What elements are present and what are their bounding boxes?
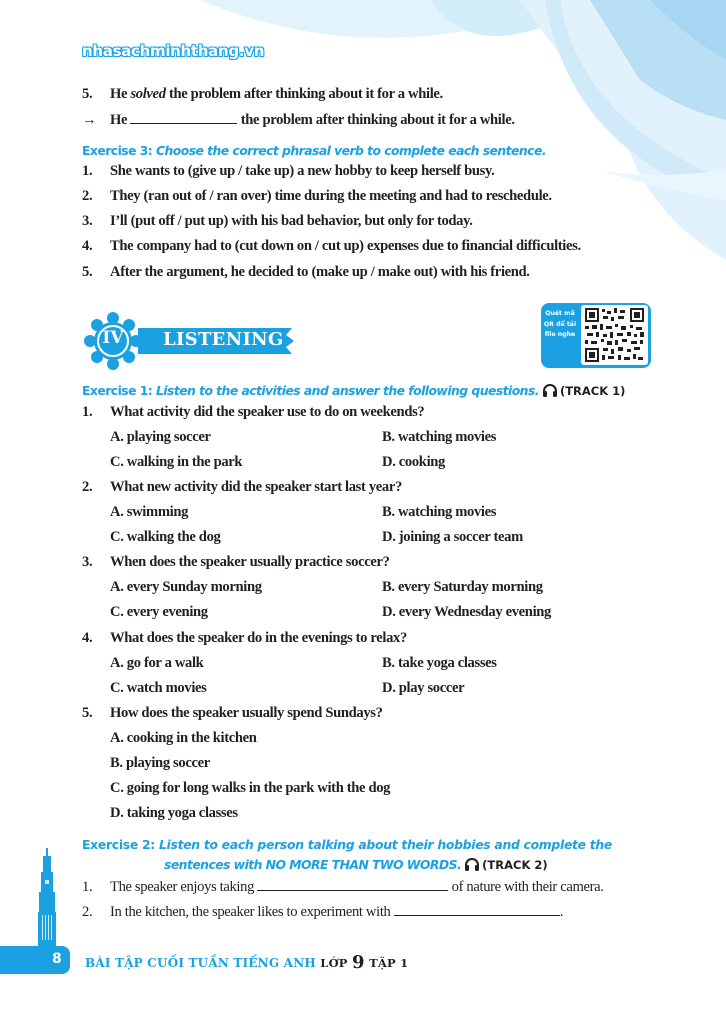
question-number: 3. (82, 554, 93, 570)
exercise-2-heading-line-2 (164, 857, 548, 875)
answer-option[interactable]: B. every Saturday morning (382, 579, 543, 595)
exercise-3-item (82, 238, 581, 255)
choice-options[interactable]: (ran out of / ran over) (143, 188, 272, 204)
answer-option[interactable]: A. swimming (110, 504, 189, 520)
item-number: 2. (82, 188, 93, 204)
item-number: 4. (82, 238, 93, 254)
answer-option[interactable]: B. watching movies (382, 504, 497, 520)
qr-code[interactable] (581, 305, 648, 365)
question-text: What new activity did the speaker start last year? (110, 479, 402, 495)
question (82, 404, 424, 421)
exercise-3-heading (82, 143, 546, 158)
answer-option[interactable]: D. joining a soccer team (382, 529, 523, 545)
item-text: time during the meeting and had to reschedule. (274, 188, 552, 204)
question-text: How does the speaker usually spend Sundays? (110, 705, 383, 721)
track-label: (TRACK 1) (559, 384, 626, 398)
item-text: . (559, 904, 564, 920)
item-number: 1. (82, 163, 93, 179)
question-text: What does the speaker do in the evenings to relax? (110, 630, 407, 646)
answer-text: the problem after thinking about it for a while. (240, 112, 515, 128)
exercise-instruction: Choose the correct phrasal verb to complete each sentence. (155, 143, 546, 158)
choice-options[interactable]: (give up / take up) (187, 163, 294, 179)
question (82, 479, 402, 496)
answer-option[interactable]: A. cooking in the kitchen (110, 730, 257, 746)
item-text: In the kitchen, the speaker likes to experiment with (110, 904, 391, 920)
exercise-label: Exercise 2: (82, 837, 155, 852)
item-text: expenses due to financial difficulties. (367, 238, 581, 254)
section-title: LISTENING (163, 329, 284, 350)
exercise-3-item (82, 264, 530, 281)
section-numeral: IV (102, 328, 124, 348)
question-number: 2. (82, 479, 93, 495)
choice-options[interactable]: (cut down on / cut up) (234, 238, 364, 254)
headphones-icon[interactable] (464, 857, 480, 875)
answer-option[interactable]: C. watch movies (110, 680, 207, 696)
page-number: 8 (52, 951, 62, 967)
book-title-main: BÀI TẬP CUỐI TUẦN TIẾNG ANH (85, 956, 316, 970)
qr-caption: Quét mã QR để tải file nghe (543, 310, 577, 338)
question-text: What activity did the speaker use to do on weekends? (110, 404, 425, 420)
item-number: 3. (82, 213, 93, 229)
rewrite-item-5 (82, 86, 443, 103)
choice-options[interactable]: (put off / put up) (130, 213, 229, 229)
emphasis-word: solved (130, 86, 166, 102)
answer-option[interactable]: B. take yoga classes (382, 655, 497, 671)
answer-option[interactable]: C. every evening (110, 604, 208, 620)
item-text: a new hobby to keep herself busy. (297, 163, 495, 179)
answer-blank[interactable] (257, 878, 448, 891)
book-title (85, 952, 408, 973)
item-text: I’ll (110, 213, 128, 229)
grade-number: 9 (352, 952, 365, 973)
answer-option[interactable]: A. every Sunday morning (110, 579, 262, 595)
exercise-label: Exercise 1: (82, 383, 153, 398)
rewrite-answer (82, 111, 515, 129)
item-text: of nature with their camera. (451, 879, 604, 895)
answer-option[interactable]: C. walking in the park (110, 454, 243, 470)
question (82, 554, 390, 571)
answer-text: He (110, 112, 128, 128)
answer-option[interactable]: A. playing soccer (110, 429, 211, 445)
exercise-3-item (82, 213, 473, 230)
exercise-1-heading (82, 383, 625, 401)
exercise-instruction: sentences with NO MORE THAN TWO WORDS. (164, 857, 462, 872)
item-text: the problem after thinking about it for a while. (168, 86, 443, 102)
item-text: The company had to (110, 238, 232, 254)
question-text: When does the speaker usually practice soccer? (110, 554, 390, 570)
exercise-instruction: Listen to each person talking about their hobbies and complete the (158, 837, 613, 852)
item-text: The speaker enjoys taking (110, 879, 255, 895)
fill-in-item (82, 878, 604, 896)
question-number: 4. (82, 630, 93, 646)
answer-option[interactable]: B. watching movies (382, 429, 497, 445)
item-text: After the argument, he decided to (110, 264, 309, 280)
answer-option[interactable]: D. play soccer (382, 680, 465, 696)
item-text: They (110, 188, 141, 204)
fill-in-item (82, 903, 563, 921)
exercise-label: Exercise 3: (82, 143, 153, 158)
item-text: with his bad behavior, but only for today. (231, 213, 473, 229)
exercise-2-heading (82, 837, 612, 852)
volume-label: TẬP 1 (369, 956, 409, 970)
answer-blank[interactable] (394, 903, 560, 916)
exercise-instruction: Listen to the activities and answer the following questions. (155, 383, 539, 398)
answer-option[interactable]: A. go for a walk (110, 655, 204, 671)
question-number: 1. (82, 404, 93, 420)
exercise-3-item (82, 163, 494, 180)
headphones-icon[interactable] (542, 383, 558, 401)
question (82, 705, 383, 722)
answer-option[interactable]: B. playing soccer (110, 755, 210, 771)
arrow-icon: → (82, 112, 97, 128)
answer-option[interactable]: D. every Wednesday evening (382, 604, 551, 620)
track-label: (TRACK 2) (482, 858, 548, 872)
item-text: with his friend. (440, 264, 530, 280)
grade-label: LỚP (320, 956, 348, 970)
item-text: He (110, 86, 128, 102)
question-number: 5. (82, 705, 93, 721)
answer-option[interactable]: C. going for long walks in the park with the dog (110, 780, 391, 796)
question (82, 630, 407, 647)
exercise-3-item (82, 188, 552, 205)
answer-blank[interactable] (130, 111, 237, 124)
item-number: 5. (82, 264, 93, 280)
answer-option[interactable]: D. cooking (382, 454, 445, 470)
answer-option[interactable]: D. taking yoga classes (110, 805, 238, 821)
item-number: 5. (82, 86, 93, 102)
choice-options[interactable]: (make up / make out) (311, 264, 438, 280)
item-number: 2. (82, 904, 93, 920)
item-number: 1. (82, 879, 93, 895)
qr-code-icon (581, 305, 648, 365)
item-text: She wants to (110, 163, 185, 179)
site-logo[interactable]: nhasachminhthang.vn (82, 42, 265, 60)
answer-option[interactable]: C. walking the dog (110, 529, 221, 545)
